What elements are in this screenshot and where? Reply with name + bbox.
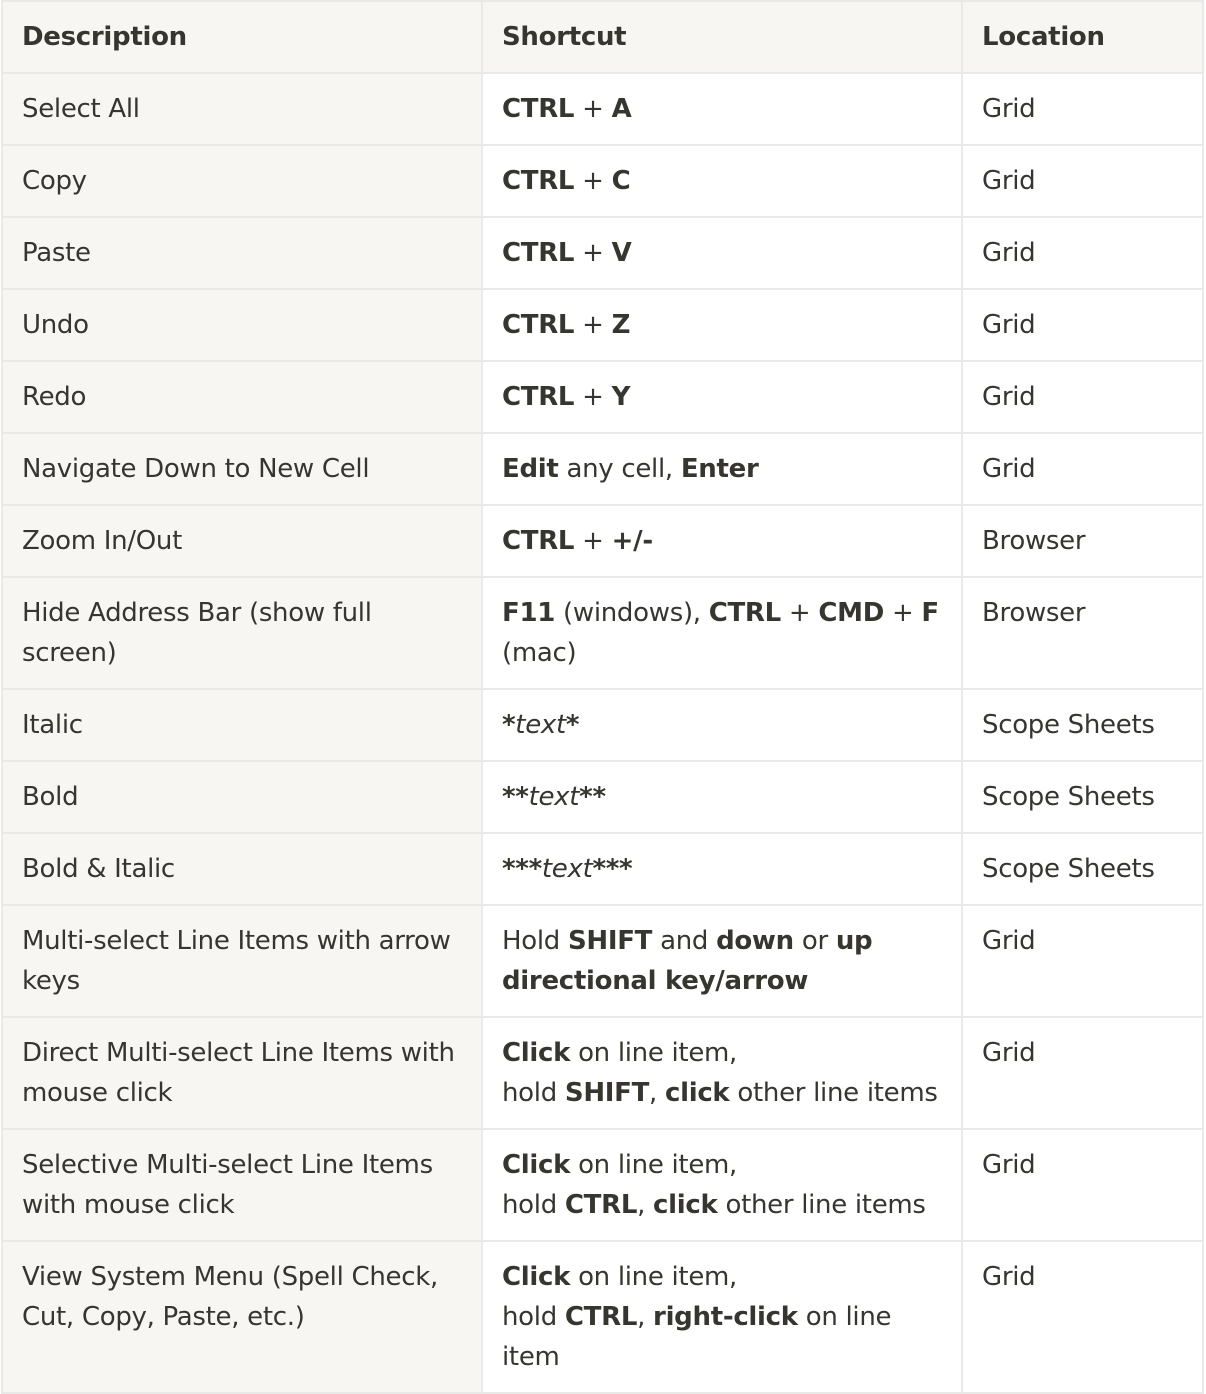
shortcut-text: (mac): [502, 638, 577, 668]
location-cell: Browser: [962, 505, 1203, 577]
location-cell: Scope Sheets: [962, 761, 1203, 833]
shortcut-text: +: [574, 382, 612, 412]
shortcut-text: +: [574, 94, 612, 124]
shortcut-cell: [482, 361, 962, 433]
description-cell: View System Menu (Spell Check, Cut, Copy, Paste, etc.): [2, 1241, 482, 1393]
shortcuts-table: [1, 0, 1204, 1394]
table-row: [2, 761, 1203, 833]
header-description: Description: [2, 1, 482, 73]
shortcut-key-text: SHIFT: [567, 926, 653, 956]
shortcut-key-text: click: [664, 1078, 730, 1108]
location-cell: Grid: [962, 361, 1203, 433]
table-row: [2, 73, 1203, 145]
shortcut-cell: [482, 145, 962, 217]
shortcut-key-text: CTRL: [502, 526, 575, 556]
shortcut-key-text: CTRL: [564, 1190, 638, 1220]
shortcut-text: +: [574, 166, 612, 196]
shortcut-text: ,: [649, 1078, 665, 1108]
location-cell: Grid: [962, 1129, 1203, 1241]
shortcut-key-text: Click: [502, 1038, 571, 1068]
location-cell: Grid: [962, 905, 1203, 1017]
table-row: [2, 833, 1203, 905]
table-row: [2, 145, 1203, 217]
shortcut-text: (windows),: [555, 598, 709, 628]
shortcut-cell: [482, 217, 962, 289]
table-header-row: [2, 1, 1203, 73]
shortcut-key-text: SHIFT: [564, 1078, 650, 1108]
description-cell: Paste: [2, 217, 482, 289]
description-cell: Zoom In/Out: [2, 505, 482, 577]
shortcut-text: any cell,: [558, 454, 681, 484]
shortcut-text: or: [793, 926, 836, 956]
shortcut-key-text: CTRL: [502, 94, 575, 124]
table-row: [2, 289, 1203, 361]
shortcut-text: hold: [502, 1302, 565, 1332]
table-row: [2, 1017, 1203, 1129]
shortcut-key-text: CTRL: [502, 166, 575, 196]
location-cell: Grid: [962, 433, 1203, 505]
header-location: Location: [962, 1, 1203, 73]
shortcut-text: on line item,: [570, 1150, 738, 1180]
shortcut-key-text: ***: [502, 854, 542, 884]
shortcut-text: other line items: [729, 1078, 938, 1108]
location-cell: Grid: [962, 145, 1203, 217]
location-cell: Scope Sheets: [962, 833, 1203, 905]
shortcut-key-text: CTRL: [502, 238, 575, 268]
shortcut-key-text: Edit: [502, 454, 559, 484]
shortcut-cell: [482, 1129, 962, 1241]
location-cell: Grid: [962, 1241, 1203, 1393]
shortcut-text: on line item: [502, 1302, 892, 1372]
location-cell: Browser: [962, 577, 1203, 689]
shortcut-key-text: CTRL: [502, 310, 575, 340]
shortcut-key-text: Z: [611, 310, 631, 340]
description-cell: Copy: [2, 145, 482, 217]
description-cell: Bold & Italic: [2, 833, 482, 905]
shortcut-cell: [482, 1017, 962, 1129]
shortcut-key-text: **: [502, 782, 529, 812]
description-cell: Undo: [2, 289, 482, 361]
shortcut-key-text: V: [611, 238, 632, 268]
shortcut-key-text: Y: [611, 382, 631, 412]
shortcut-key-text: CTRL: [708, 598, 781, 628]
table-row: [2, 505, 1203, 577]
shortcut-cell: [482, 761, 962, 833]
table-row: [2, 577, 1203, 689]
shortcut-cell: [482, 689, 962, 761]
description-cell: Redo: [2, 361, 482, 433]
shortcut-text: +: [574, 526, 612, 556]
shortcut-key-text: Click: [502, 1262, 571, 1292]
shortcut-key-text: A: [611, 94, 632, 124]
shortcut-text: +: [884, 598, 922, 628]
shortcut-key-text: *: [565, 710, 580, 740]
shortcut-key-text: C: [611, 166, 631, 196]
shortcut-text: hold: [502, 1190, 565, 1220]
shortcut-key-text: ***: [592, 854, 633, 884]
description-cell: Italic: [2, 689, 482, 761]
shortcut-cell: [482, 833, 962, 905]
shortcut-text: other line items: [717, 1190, 926, 1220]
shortcut-text: ,: [637, 1302, 654, 1332]
shortcut-key-text: F: [921, 598, 939, 628]
shortcut-key-text: down: [716, 926, 794, 956]
shortcut-text: +: [574, 310, 612, 340]
header-shortcut: Shortcut: [482, 1, 962, 73]
shortcut-text: hold: [502, 1078, 565, 1108]
description-cell: Selective Multi-select Line Items with mouse click: [2, 1129, 482, 1241]
shortcut-italic-text: text: [515, 710, 566, 740]
shortcut-italic-text: text: [541, 854, 593, 884]
table-row: [2, 361, 1203, 433]
location-cell: Scope Sheets: [962, 689, 1203, 761]
table-row: [2, 689, 1203, 761]
shortcut-key-text: up directional key/arrow: [502, 926, 873, 996]
shortcut-text: ,: [637, 1190, 654, 1220]
shortcut-key-text: **: [579, 782, 606, 812]
shortcut-cell: [482, 73, 962, 145]
table-row: [2, 433, 1203, 505]
table-row: [2, 1241, 1203, 1393]
table-body: [2, 73, 1203, 1393]
description-cell: Bold: [2, 761, 482, 833]
shortcut-text: on line item,: [570, 1038, 738, 1068]
shortcut-italic-text: text: [528, 782, 580, 812]
shortcut-key-text: right-click: [653, 1302, 798, 1332]
shortcut-text: and: [652, 926, 717, 956]
shortcut-key-text: *: [502, 710, 516, 740]
shortcut-text: Hold: [502, 926, 568, 956]
shortcut-key-text: Click: [502, 1150, 571, 1180]
shortcut-key-text: +/-: [611, 526, 653, 556]
shortcut-text: +: [780, 598, 819, 628]
shortcut-cell: [482, 1241, 962, 1393]
table-row: [2, 217, 1203, 289]
shortcut-text: on line item,: [570, 1262, 738, 1292]
shortcut-cell: [482, 577, 962, 689]
description-cell: Navigate Down to New Cell: [2, 433, 482, 505]
location-cell: Grid: [962, 217, 1203, 289]
location-cell: Grid: [962, 73, 1203, 145]
location-cell: Grid: [962, 1017, 1203, 1129]
shortcut-key-text: CMD: [818, 598, 884, 628]
table-row: [2, 1129, 1203, 1241]
table-row: [2, 905, 1203, 1017]
description-cell: Direct Multi-select Line Items with mouse click: [2, 1017, 482, 1129]
description-cell: Select All: [2, 73, 482, 145]
shortcut-cell: [482, 505, 962, 577]
shortcut-text: +: [574, 238, 612, 268]
description-cell: Multi-select Line Items with arrow keys: [2, 905, 482, 1017]
shortcut-cell: [482, 289, 962, 361]
shortcut-cell: [482, 433, 962, 505]
shortcut-key-text: Enter: [680, 454, 759, 484]
shortcut-key-text: CTRL: [564, 1302, 638, 1332]
shortcut-key-text: click: [653, 1190, 718, 1220]
shortcut-cell: [482, 905, 962, 1017]
location-cell: Grid: [962, 289, 1203, 361]
shortcut-key-text: CTRL: [502, 382, 575, 412]
description-cell: Hide Address Bar (show full screen): [2, 577, 482, 689]
shortcut-key-text: F11: [502, 598, 556, 628]
